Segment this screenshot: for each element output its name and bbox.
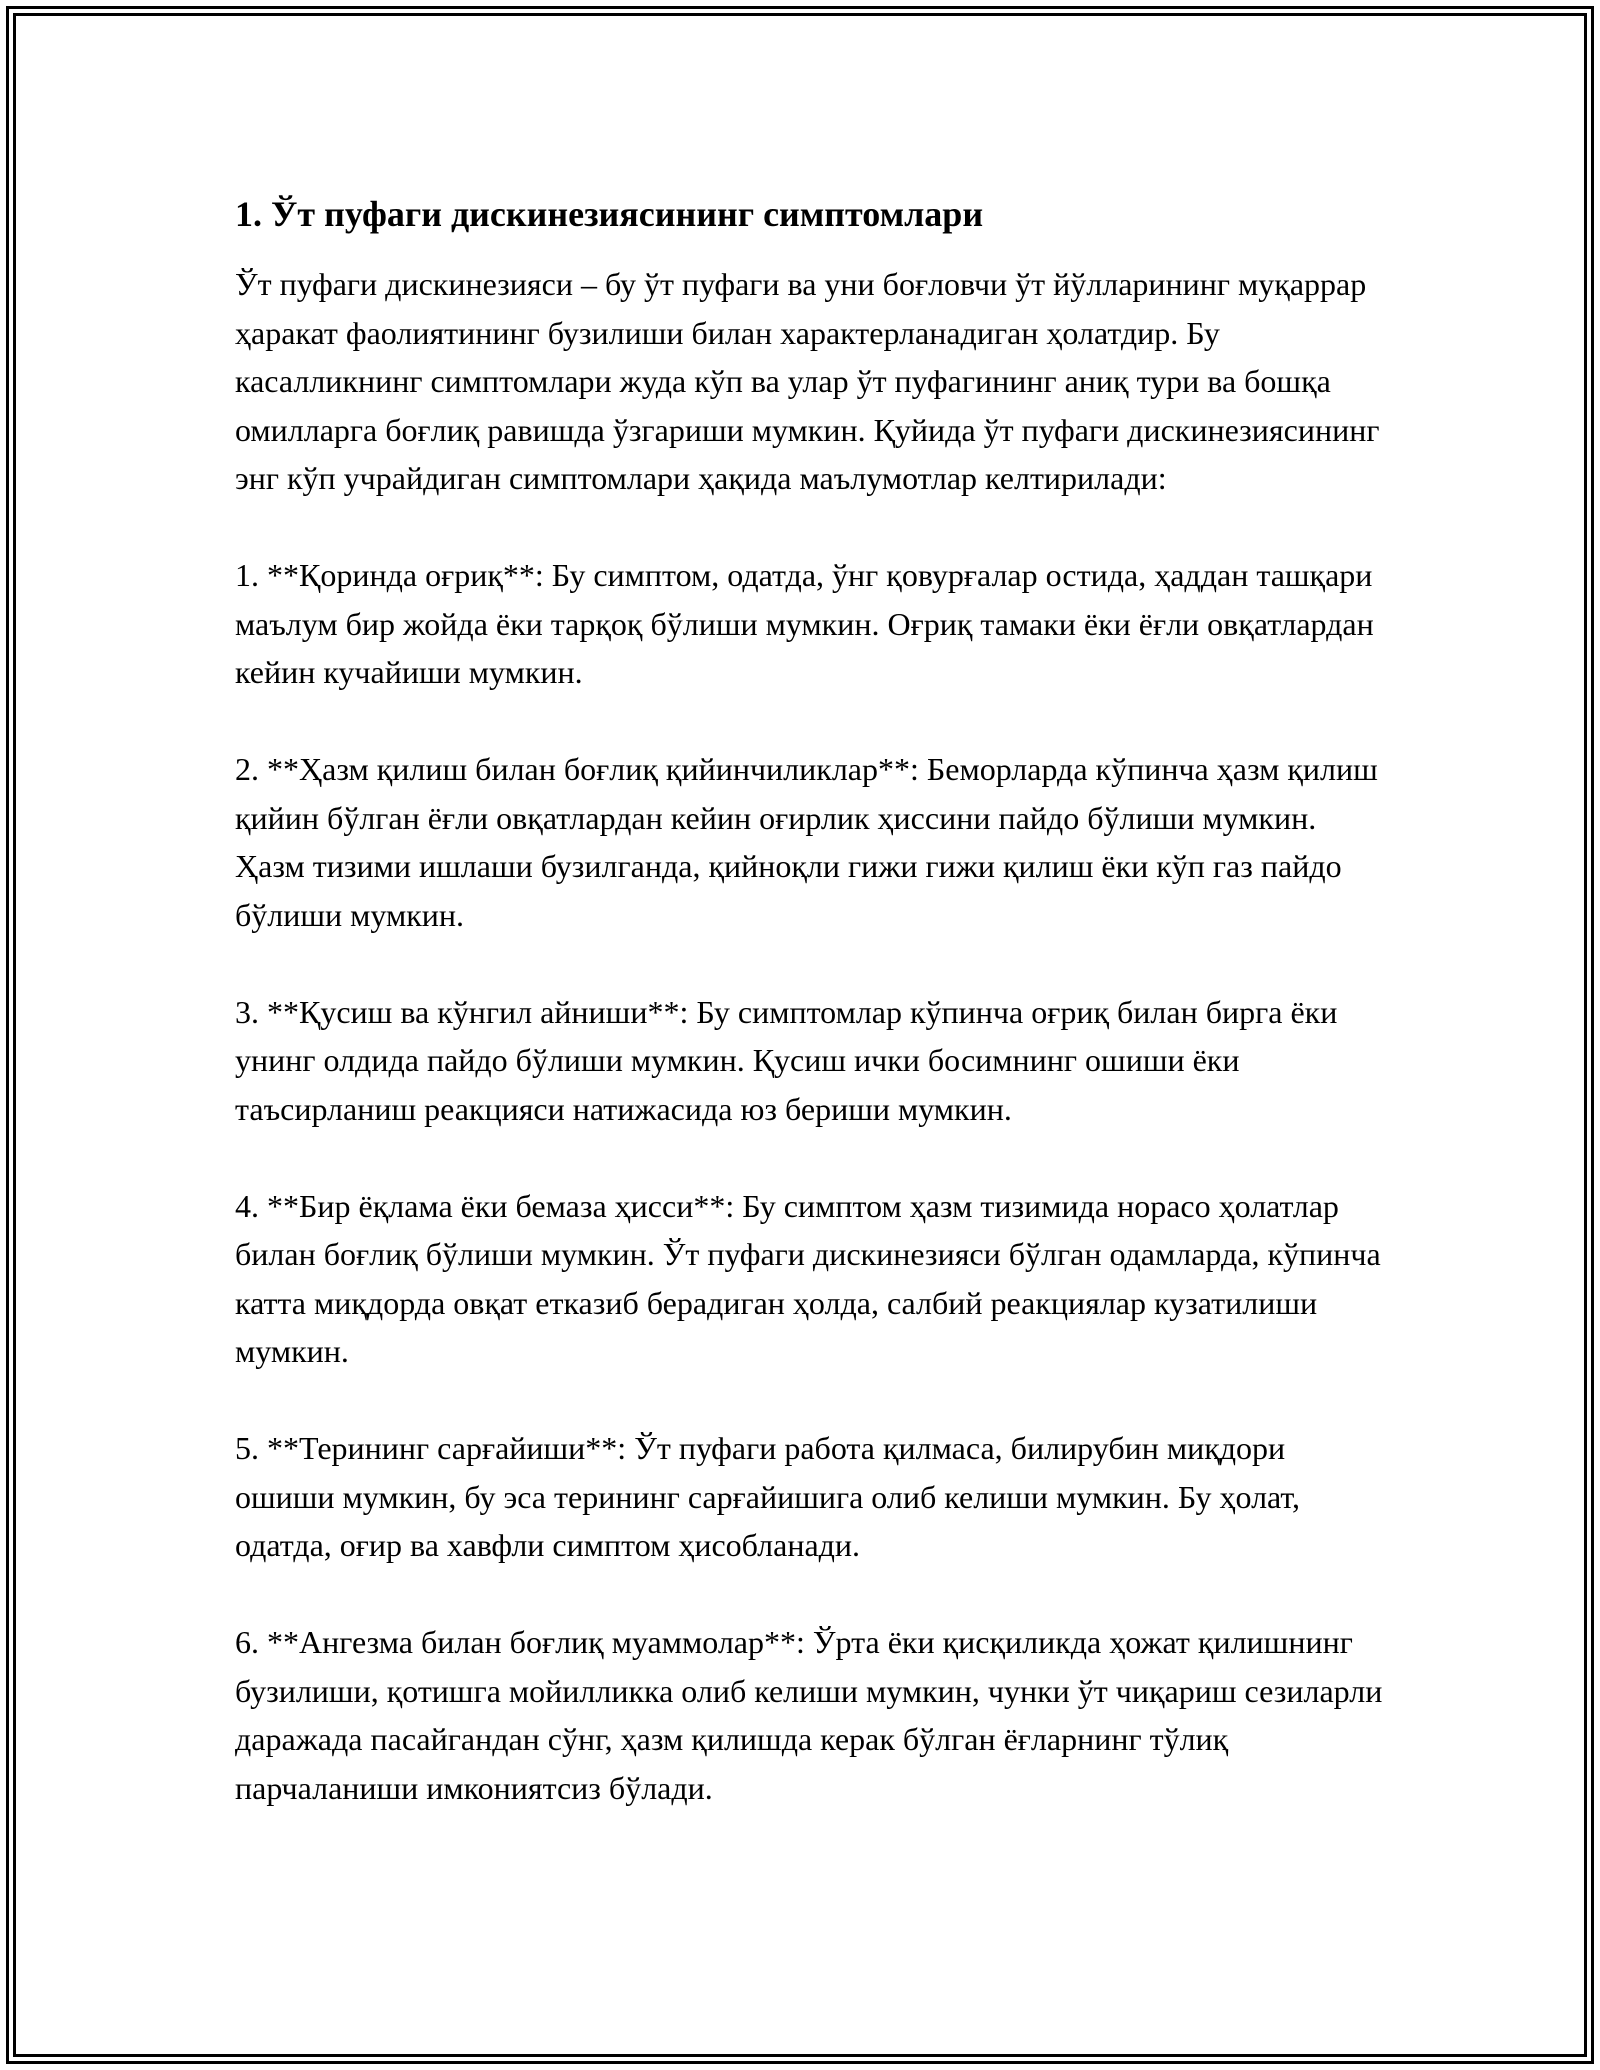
symptom-6-paragraph: 6. **Ангезма билан боғлиқ муаммолар**: Ўрта ёки қисқиликда ҳожат қилишнинг бузилиши, қотишга мойилликка олиб келиши мумкин, чунки ўт чиқариш сезиларли даражада пасайгандан сўнг, ҳазм қилишда керак бўлган ёғларнинг тўлиқ парчаланиши имкониятсиз бўлади. — [235, 1624, 1383, 1806]
document-body — [235, 190, 1385, 1861]
section-heading: 1. Ўт пуфаги дискинезиясининг симптомлари — [235, 194, 984, 234]
symptom-2-paragraph: 2. **Ҳазм қилиш билан боғлиқ қийинчиликлар**: Беморларда кўпинча ҳазм қилиш қийин бўлган ёғли овқатлардан кейин оғирлик ҳиссини пайдо бўлиши мумкин. Ҳазм тизими ишлаши бузилганда, қийноқли гижи гижи қилиш ёки кўп газ пайдо бўлиши мумкин. — [235, 751, 1378, 933]
symptom-5-paragraph: 5. **Терининг сарғайиши**: Ўт пуфаги работа қилмаса, билирубин миқдори ошиши мумкин, бу эса терининг сарғайишига олиб келиши мумкин. Бу ҳолат, одатда, оғир ва хавфли симптом ҳисобланади. — [235, 1430, 1300, 1563]
symptom-4-paragraph: 4. **Бир ёқлама ёки бемаза ҳисси**: Бу симптом ҳазм тизимида норасо ҳолатлар билан боғлиқ бўлиши мумкин. Ўт пуфаги дискинезияси бўлган одамларда, кўпинча катта миқдорда овқат етказиб берадиган ҳолда, салбий реакциялар кузатилиши мумкин. — [235, 1187, 1381, 1369]
intro-paragraph: Ўт пуфаги дискинезияси – бу ўт пуфаги ва уни боғловчи ўт йўлларининг муқаррар ҳаракат фаолиятининг бузилиши билан характерланадиган ҳолатдир. Бу касалликнинг симптомлари жуда кўп ва улар ўт пуфагининг аниқ тури ва бошқа омилларга боғлиқ равишда ўзгариши мумкин. Қуйида ўт пуфаги дискинезиясининг энг кўп учрайдиган симптомлари ҳақида маълумотлар келтирилади: — [235, 266, 1380, 496]
symptom-1-paragraph: 1. **Қоринда оғриқ**: Бу симптом, одатда, ўнг қовурғалар остида, ҳаддан ташқари маълум бир жойда ёки тарқоқ бўлиши мумкин. Оғриқ тамаки ёки ёғли овқатлардан кейин кучайиши мумкин. — [235, 557, 1374, 690]
symptom-3-paragraph: 3. **Қусиш ва кўнгил айниши**: Бу симптомлар кўпинча оғриқ билан бирга ёки унинг олдида пайдо бўлиши мумкин. Қусиш ички босимнинг ошиши ёки таъсирланиш реакцияси натижасида юз бериши мумкин. — [235, 993, 1338, 1127]
